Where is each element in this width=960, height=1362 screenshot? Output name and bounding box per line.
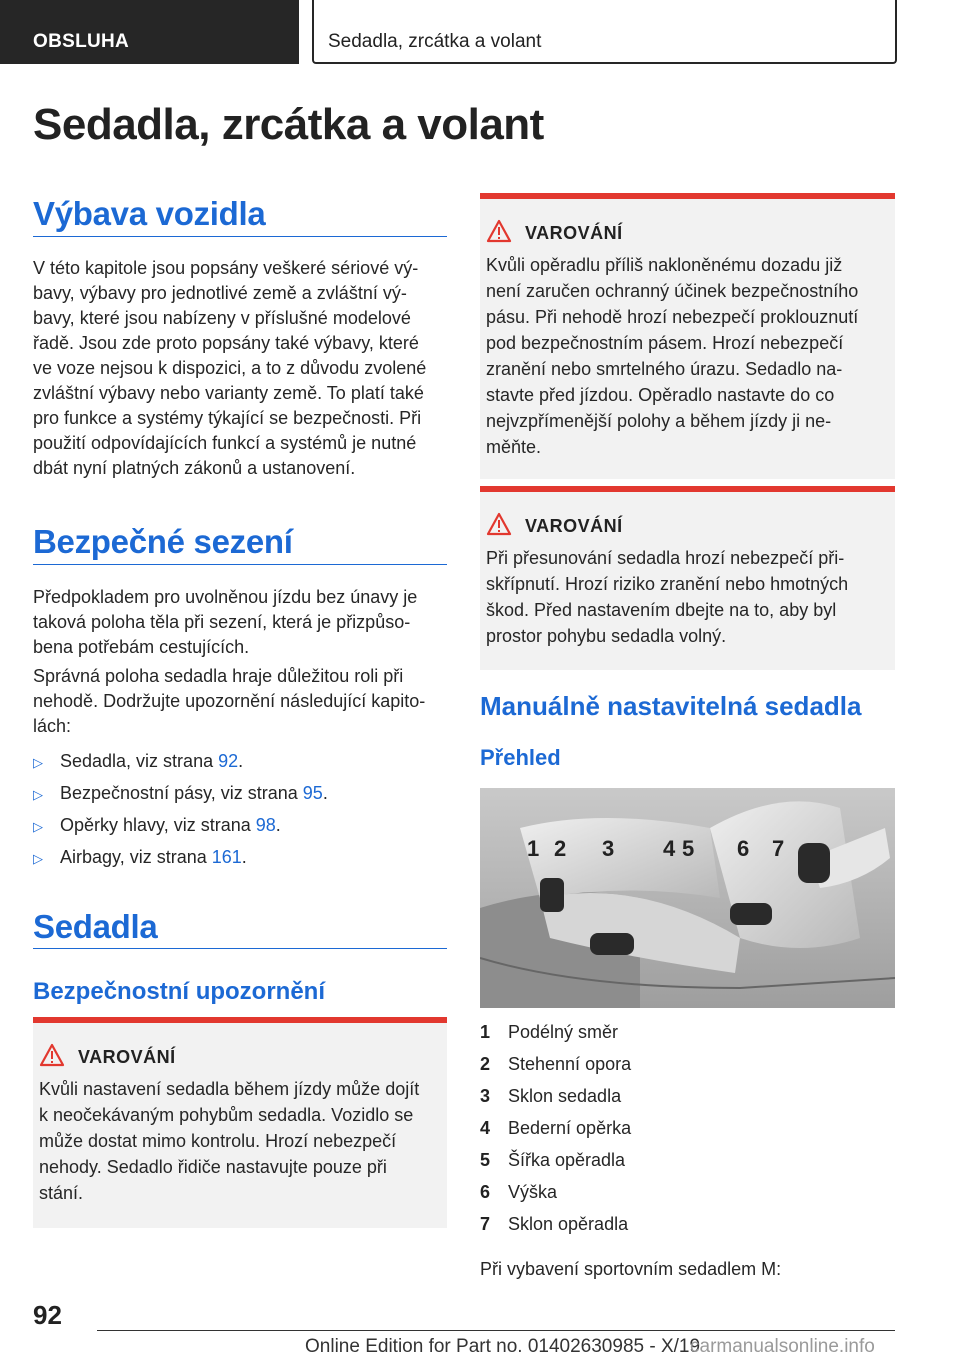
- text-line: k neočekávaným pohybům sedadla. Vozidlo se: [39, 1105, 414, 1125]
- text-line: nehody. Sedadlo řidiče nastavujte pouze při: [39, 1157, 387, 1177]
- text-line: použití odpovídajících funkcí a systémů je nutné: [33, 433, 417, 453]
- text-line: řadě. Jsou zde proto popsány také výbavy, které: [33, 333, 419, 353]
- legend-item: [480, 1118, 631, 1139]
- list-item: [33, 749, 243, 775]
- triangle-bullet-icon: ▷: [33, 787, 43, 802]
- heading-vybava: Výbava vozidla: [33, 195, 266, 232]
- triangle-bullet-icon: ▷: [33, 755, 43, 770]
- warning-box: [33, 1017, 447, 1228]
- edition-text: Online Edition for Part no. 01402630985 - X/19: [305, 1336, 701, 1357]
- warning-triangle-icon: [39, 1043, 65, 1067]
- legend-item: [480, 1150, 625, 1171]
- page-link[interactable]: 98: [255, 815, 276, 835]
- text-line: skřípnutí. Hrozí riziko zranění nebo hmotných: [486, 574, 849, 594]
- list-end: .: [238, 751, 244, 771]
- text-line: škod. Před nastavením dbejte na to, aby byl: [486, 600, 837, 620]
- legend-number: 3: [480, 1086, 491, 1106]
- subheading-prehled: Přehled: [480, 745, 561, 770]
- callout-2: 2: [554, 836, 567, 861]
- seat-illustration: [480, 788, 895, 1008]
- page-number: 92: [33, 1300, 62, 1330]
- text-line: bavy, které jsou nabízeny v příslušné modelové: [33, 308, 411, 328]
- text-line: měňte.: [486, 437, 542, 457]
- heading-rule: [33, 564, 447, 565]
- text-line: stání.: [39, 1183, 84, 1203]
- text-line: taková poloha těla při sezení, která je přizpůso‐: [33, 612, 411, 632]
- text-line: pro funkce a systémy týkající se bezpečnosti. Při: [33, 408, 422, 428]
- subheading-upozorneni: Bezpečnostní upozornění: [33, 978, 326, 1005]
- legend-item: [480, 1182, 557, 1203]
- legend-label: Stehenní opora: [508, 1054, 632, 1074]
- list-item: [33, 845, 247, 871]
- text-line: Správná poloha sedadla hraje důležitou roli při: [33, 666, 404, 686]
- legend-number: 6: [480, 1182, 491, 1202]
- legend-number: 2: [480, 1054, 491, 1074]
- list-text: Sedadla, viz strana: [60, 751, 219, 771]
- text-line: zranění nebo smrtelného úrazu. Sedadlo na‐: [486, 359, 843, 379]
- warning-title: VAROVÁNÍ: [525, 516, 623, 536]
- text-line: zvláštní výbavy nebo varianty země. To platí také: [33, 383, 424, 403]
- text-line: Kvůli opěradlu příliš nakloněnému dozadu již: [486, 255, 843, 275]
- text-line: stavte před jízdou. Opěradlo nastavte do co: [486, 385, 835, 405]
- text-line: pod bezpečnostním pásem. Hrozí nebezpečí: [486, 333, 844, 353]
- sport-seat-text: Při vybavení sportovním sedadlem M:: [480, 1259, 782, 1279]
- text-line: Při přesunování sedadla hrozí nebezpečí při‐: [486, 548, 845, 568]
- legend-label: Šířka opěradla: [508, 1150, 626, 1170]
- warning-box: [480, 486, 895, 670]
- paragraph-bezpecne-2: [33, 664, 425, 739]
- paragraph-bezpecne-1: [33, 585, 417, 660]
- list-text: Airbagy, viz strana: [60, 847, 212, 867]
- heading-rule: [33, 236, 447, 237]
- warning-text: [39, 1076, 419, 1206]
- legend-number: 4: [480, 1118, 491, 1138]
- text-line: ve voze nejsou k dispozici, a to z důvodu zvolené: [33, 358, 427, 378]
- legend-number: 1: [480, 1022, 491, 1042]
- section-label: OBSLUHA: [33, 31, 130, 52]
- triangle-bullet-icon: ▷: [33, 819, 43, 834]
- legend-number: 5: [480, 1150, 491, 1170]
- legend-item: [480, 1086, 621, 1107]
- legend-label: Bederní opěrka: [508, 1118, 632, 1138]
- footer-rule: [97, 1330, 895, 1331]
- legend-label: Sklon opěradla: [508, 1214, 629, 1234]
- paragraph-vybava: [33, 256, 426, 481]
- page-link[interactable]: 161: [211, 847, 242, 867]
- warning-text: [486, 252, 858, 460]
- text-line: nehodě. Dodržujte upozornění následující kapito‐: [33, 691, 426, 711]
- warning-triangle-icon: [486, 512, 512, 536]
- heading-manual: Manuálně nastavitelná sedadla: [480, 691, 862, 721]
- text-line: není zaručen ochranný účinek bezpečnostního: [486, 281, 859, 301]
- text-line: dbát nyní platných zákonů a ustanovení.: [33, 458, 356, 478]
- callout-6: 6: [737, 836, 750, 861]
- text-line: může dostat mimo kontrolu. Hrozí nebezpečí: [39, 1131, 397, 1151]
- text-line: pásu. Při nehodě hrozí nebezpečí proklouznutí: [486, 307, 859, 327]
- legend-item: [480, 1022, 618, 1043]
- list-end: .: [241, 847, 247, 867]
- callout-7: 7: [772, 836, 785, 861]
- heading-bezpecne: Bezpečné sezení: [33, 523, 293, 560]
- callout-5: 5: [682, 836, 695, 861]
- text-line: Kvůli nastavení sedadla během jízdy může dojít: [39, 1079, 420, 1099]
- legend-item: [480, 1054, 631, 1075]
- warning-box: [480, 193, 895, 479]
- warning-text: [486, 545, 848, 649]
- text-line: lách:: [33, 716, 72, 736]
- text-line: bavy, výbavy pro jednotlivé země a zvláštní vý‐: [33, 283, 407, 303]
- seat-controls-photo: [480, 788, 895, 1008]
- chapter-label: Sedadla, zrcátka a volant: [328, 31, 542, 52]
- list-text: Bezpečnostní pásy, viz strana: [60, 783, 303, 803]
- list-end: .: [275, 815, 281, 835]
- page-title: Sedadla, zrcátka a volant: [33, 100, 544, 149]
- warning-title: VAROVÁNÍ: [78, 1047, 176, 1067]
- list-item: [33, 781, 328, 807]
- callout-4: 4: [663, 836, 676, 861]
- list-end: .: [322, 783, 328, 803]
- text-line: Předpokladem pro uvolněnou jízdu bez únavy je: [33, 587, 418, 607]
- list-text: Opěrky hlavy, viz strana: [60, 815, 256, 835]
- text-line: nejvzpřímenější polohy a během jízdy ji ne‐: [486, 411, 832, 431]
- legend-label: Sklon sedadla: [508, 1086, 622, 1106]
- legend-label: Podélný směr: [508, 1022, 619, 1042]
- legend-number: 7: [480, 1214, 491, 1234]
- legend-item: [480, 1214, 628, 1235]
- text-line: V této kapitole jsou popsány veškeré sériové vý‐: [33, 258, 419, 278]
- heading-rule: [33, 948, 447, 949]
- watermark: carmanualsonline.info: [690, 1336, 875, 1357]
- list-item: [33, 813, 281, 839]
- page-link[interactable]: 95: [302, 783, 323, 803]
- warning-title: VAROVÁNÍ: [525, 223, 623, 243]
- text-line: prostor pohybu sedadla volný.: [486, 626, 727, 646]
- heading-sedadla: Sedadla: [33, 908, 158, 945]
- legend-label: Výška: [508, 1182, 558, 1202]
- page-link[interactable]: 92: [218, 751, 239, 771]
- warning-triangle-icon: [486, 219, 512, 243]
- callout-3: 3: [602, 836, 615, 861]
- section-tab: [0, 0, 299, 64]
- chapter-tab: [312, 0, 897, 64]
- triangle-bullet-icon: ▷: [33, 851, 43, 866]
- callout-1: 1: [527, 836, 540, 861]
- text-line: bena potřebám cestujících.: [33, 637, 250, 657]
